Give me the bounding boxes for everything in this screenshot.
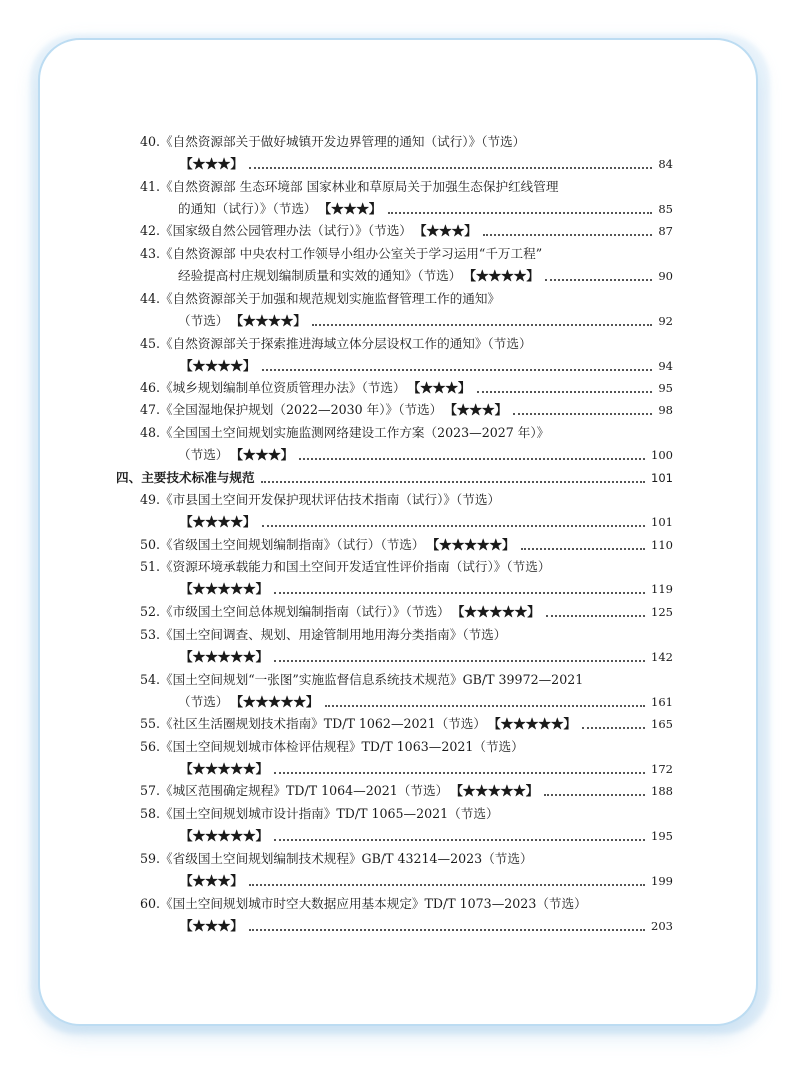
toc-entry-54[interactable] (140, 669, 673, 691)
rating-stars: 【★★★★★】 (426, 537, 515, 552)
dot-leader (582, 726, 645, 729)
page-number: 165 (651, 717, 673, 731)
rating-stars: 【★★★】 (180, 873, 243, 888)
dot-leader (483, 233, 652, 236)
entry-title: 《市级国土空间总体规划编制指南（试行）》（节选） (160, 604, 450, 619)
dot-leader (274, 591, 645, 594)
entry-title: 《全国湿地保护规划（2022—2030 年）》（节选） (160, 402, 443, 417)
toc-entry-44[interactable] (140, 288, 673, 310)
page-number: 94 (658, 359, 673, 373)
toc-entry-41-cont[interactable] (178, 198, 673, 220)
dot-leader (546, 614, 645, 617)
dot-leader (249, 928, 645, 931)
entry-title: 《国土空间规划城市设计指南》TD/T 1065—2021（节选） (160, 806, 499, 821)
entry-title-cont: （节选） (178, 694, 229, 709)
entry-title: 《自然资源部关于探索推进海域立体分层设权工作的通知》（节选） (160, 336, 532, 351)
page-number: 203 (651, 919, 673, 933)
entry-number: 53. (140, 627, 161, 642)
rating-stars: 【★★★★★】 (450, 783, 539, 798)
toc-entry-51[interactable] (140, 556, 673, 578)
page-number: 142 (651, 650, 673, 664)
toc-entry-48-cont[interactable] (178, 444, 673, 466)
rating-stars: 【★★★★★】 (230, 694, 319, 709)
entry-number: 49. (140, 492, 161, 507)
entry-title: 《全国国土空间规划实施监测网络建设工作方案（2023—2027 年）》 (160, 425, 550, 440)
toc-entry-60[interactable] (140, 893, 673, 915)
toc-section-4[interactable] (116, 467, 673, 489)
entry-number: 59. (140, 851, 161, 866)
toc-entry-58-cont[interactable] (178, 825, 673, 847)
dot-leader (325, 704, 646, 707)
entry-title: 《省级国土空间规划编制指南》（试行）（节选） (160, 537, 425, 552)
entry-title-cont: （节选） (178, 447, 229, 462)
entry-number: 56. (140, 739, 161, 754)
entry-title: 《城乡规划编制单位资质管理办法》（节选） (160, 380, 406, 395)
page-number: 119 (651, 582, 673, 596)
toc-entry-56-cont[interactable] (178, 758, 673, 780)
dot-leader (521, 547, 645, 550)
entry-number: 60. (140, 896, 161, 911)
entry-number: 58. (140, 806, 161, 821)
rating-stars: 【★★★】 (413, 223, 477, 238)
entry-title-cont: （节选） (178, 313, 229, 328)
toc-entry-41[interactable] (140, 176, 673, 198)
toc-entry-42[interactable] (140, 220, 673, 242)
toc-entry-56[interactable] (140, 736, 673, 758)
toc-entry-52[interactable] (140, 601, 673, 623)
entry-number: 44. (140, 291, 161, 306)
page-number: 195 (651, 829, 673, 843)
entry-title: 《自然资源部关于加强和规范规划实施监督管理工作的通知》 (160, 291, 501, 306)
rating-stars: 【★★★★】 (463, 268, 539, 283)
entry-title: 《国土空间规划城市时空大数据应用基本规定》TD/T 1073—2023（节选） (160, 896, 587, 911)
entry-number: 50. (140, 537, 161, 552)
page-number: 92 (658, 314, 673, 328)
dot-leader (274, 771, 645, 774)
entry-title: 《国土空间规划城市体检评估规程》TD/T 1063—2021（节选） (160, 739, 524, 754)
entry-number: 52. (140, 604, 161, 619)
dot-leader (262, 524, 645, 527)
dot-leader (274, 659, 645, 662)
entry-title: 《自然资源部 生态环境部 国家林业和草原局关于加强生态保护红线管理 (160, 179, 559, 194)
entry-title: 《自然资源部关于做好城镇开发边界管理的通知（试行）》（节选） (160, 134, 526, 149)
toc-entry-43-cont[interactable] (178, 265, 673, 287)
page-number: 101 (651, 471, 673, 485)
rating-stars: 【★★★★★】 (487, 716, 577, 731)
rating-stars: 【★★★★★】 (180, 761, 269, 776)
entry-title: 《市县国土空间开发保护现状评估技术指南（试行）》（节选） (160, 492, 501, 507)
rating-stars: 【★★★★★】 (180, 828, 269, 843)
dot-leader (544, 793, 645, 796)
entry-title-cont: 的通知（试行）》（节选） (178, 201, 317, 216)
dot-leader (274, 838, 645, 841)
entry-title: 《社区生活圈规划技术指南》TD/T 1062—2021（节选） (160, 716, 486, 731)
entry-number: 41. (140, 179, 161, 194)
entry-number: 45. (140, 336, 161, 351)
dot-leader (261, 480, 646, 483)
entry-title: 《城区范围确定规程》TD/T 1064—2021（节选） (160, 783, 449, 798)
page-number: 172 (651, 762, 673, 776)
entry-number: 40. (140, 134, 161, 149)
entry-number: 55. (140, 716, 161, 731)
page-number: 161 (651, 695, 673, 709)
entry-number: 47. (140, 402, 161, 417)
toc-entry-53[interactable] (140, 624, 673, 646)
entry-title: 《国家级自然公园管理办法（试行）》（节选） (160, 223, 412, 238)
toc-entry-43[interactable] (140, 243, 673, 265)
page-number: 90 (658, 269, 673, 283)
toc-entry-59[interactable] (140, 848, 673, 870)
entry-title: 《国土空间调查、规划、用途管制用地用海分类指南》（节选） (160, 627, 507, 642)
toc-entry-40[interactable] (140, 131, 673, 153)
page-number: 199 (651, 874, 673, 888)
rating-stars: 【★★★】 (444, 402, 508, 417)
dot-leader (388, 211, 653, 214)
rating-stars: 【★★★】 (407, 380, 471, 395)
rating-stars: 【★★★】 (230, 447, 294, 462)
toc-entry-49[interactable] (140, 489, 673, 511)
rating-stars: 【★★★★★】 (180, 581, 269, 596)
dot-leader (249, 166, 652, 169)
entry-number: 42. (140, 223, 161, 238)
toc-entry-57[interactable] (140, 780, 673, 802)
rating-stars: 【★★★】 (180, 156, 243, 171)
toc-entry-46[interactable] (140, 377, 673, 399)
toc-entry-59-cont[interactable] (178, 870, 673, 892)
toc-entry-51-cont[interactable] (178, 578, 673, 600)
entry-title: 《自然资源部 中央农村工作领导小组办公室关于学习运用“千万工程” (160, 246, 543, 261)
page-number: 85 (658, 202, 673, 216)
entry-number: 51. (140, 559, 161, 574)
rating-stars: 【★★★】 (318, 201, 382, 216)
toc-entry-55[interactable] (140, 713, 673, 735)
toc-entry-48[interactable] (140, 422, 673, 444)
entry-number: 43. (140, 246, 161, 261)
rating-stars: 【★★★★★】 (451, 604, 540, 619)
entry-title-cont: 经验提高村庄规划编制质量和实效的通知》（节选） (178, 268, 462, 283)
toc-entry-40-cont[interactable] (178, 153, 673, 175)
entry-number: 57. (140, 783, 161, 798)
page-number: 101 (651, 515, 673, 529)
rating-stars: 【★★★★】 (230, 313, 306, 328)
rating-stars: 【★★★】 (180, 918, 243, 933)
toc-entry-58[interactable] (140, 803, 673, 825)
toc-entry-45[interactable] (140, 333, 673, 355)
toc-entry-45-cont[interactable] (178, 355, 673, 377)
page-number: 95 (658, 381, 673, 395)
entry-title: 《省级国土空间规划编制技术规程》GB/T 43214—2023（节选） (160, 851, 533, 866)
entry-title: 《资源环境承载能力和国土空间开发适宜性评价指南（试行）》（节选） (160, 559, 551, 574)
toc-entry-47[interactable] (140, 399, 673, 421)
toc-entry-60-cont[interactable] (178, 915, 673, 937)
page-number: 125 (651, 605, 673, 619)
section-title: 四、主要技术标准与规范 (116, 470, 255, 485)
dot-leader (249, 883, 645, 886)
page-number: 188 (651, 784, 673, 798)
toc-entry-53-cont[interactable] (178, 646, 673, 668)
toc-entry-49-cont[interactable] (178, 511, 673, 533)
page-number: 87 (658, 224, 673, 238)
dot-leader (545, 278, 652, 281)
toc-entry-50[interactable] (140, 534, 673, 556)
toc-entry-54-cont[interactable] (178, 691, 673, 713)
entry-number: 46. (140, 380, 161, 395)
dot-leader (299, 457, 645, 460)
rating-stars: 【★★★★★】 (180, 649, 269, 664)
dot-leader (513, 412, 652, 415)
page-number: 84 (658, 157, 673, 171)
dot-leader (477, 390, 653, 393)
dot-leader (312, 323, 652, 326)
entry-title: 《国土空间规划“一张图”实施监督信息系统技术规范》GB/T 39972—2021 (160, 672, 584, 687)
entry-number: 54. (140, 672, 161, 687)
entry-number: 48. (140, 425, 161, 440)
page-number: 110 (651, 538, 673, 552)
toc-entry-44-cont[interactable] (178, 310, 673, 332)
rating-stars: 【★★★★】 (180, 358, 256, 373)
page-number: 98 (658, 403, 673, 417)
page-number: 100 (651, 448, 673, 462)
dot-leader (262, 368, 653, 371)
rating-stars: 【★★★★】 (180, 514, 256, 529)
